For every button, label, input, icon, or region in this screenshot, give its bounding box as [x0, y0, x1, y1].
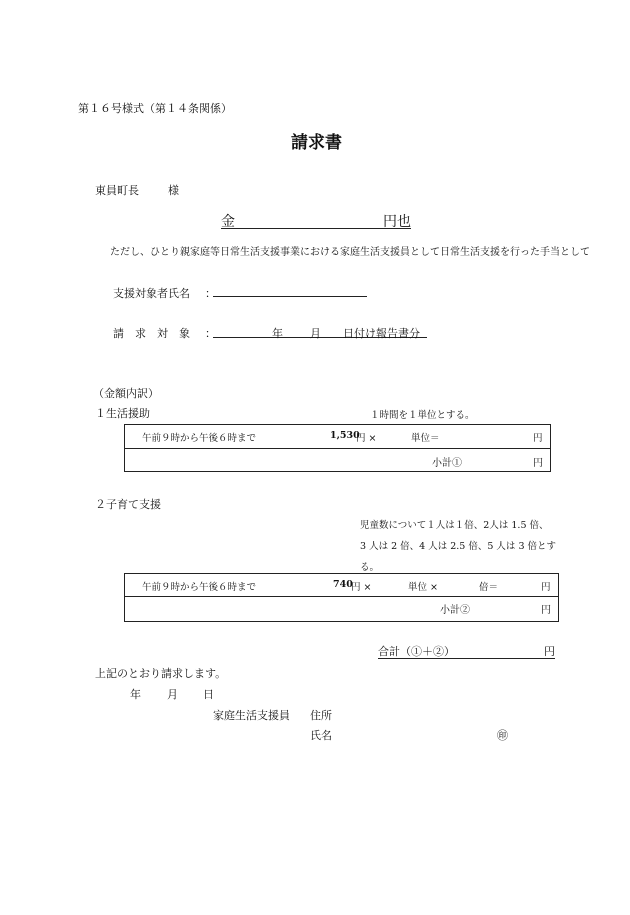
section2-divider — [124, 596, 558, 597]
date-month: 月 — [167, 688, 178, 701]
section1-divider — [124, 448, 550, 449]
billing-target-label: 請 求 対 象 — [113, 327, 190, 340]
amount-line — [221, 211, 411, 229]
signer-name-label: 氏名 — [310, 729, 332, 742]
page-title: 請求書 — [291, 133, 342, 153]
section2-title: ２子育て支援 — [95, 498, 161, 511]
subject-name-label: 支援対象者氏名 — [113, 287, 190, 300]
section1-units[interactable]: 単位＝ — [411, 433, 440, 444]
section2-subtotal-yen[interactable]: 円 — [541, 605, 551, 616]
closing-text: 上記のとおり請求します。 — [95, 667, 227, 680]
billing-suffix: 日付け報告書分 — [343, 327, 420, 340]
section2-rate: 740 — [333, 579, 353, 590]
section2-units[interactable]: 単位 × — [408, 582, 438, 593]
seal-mark: ㊞ — [497, 729, 508, 742]
section2-note-1: 児童数について１人は１倍、2人は 1.5 倍、 — [360, 520, 549, 531]
subject-name-colon: ： — [205, 287, 216, 300]
addressee-honorific: 様 — [168, 184, 179, 197]
signer-role: 家庭生活支援員 — [213, 709, 290, 722]
total-line[interactable] — [378, 643, 555, 659]
subject-name-field[interactable] — [213, 296, 367, 297]
section2-time: 午前９時から午後６時まで — [142, 582, 257, 593]
section1-yen: 円 — [533, 433, 543, 444]
section1-subtotal-label: 小計① — [432, 458, 462, 469]
section2-times[interactable]: 倍＝ — [479, 582, 499, 593]
section1-note: １時間を１単位とする。 — [370, 410, 475, 421]
section2-note-3: る。 — [360, 562, 380, 573]
section1-time: 午前９時から午後６時まで — [142, 433, 257, 444]
billing-month: 月 — [310, 327, 321, 340]
date-day: 日 — [203, 688, 214, 701]
section2-yen: 円 — [541, 582, 551, 593]
purpose-text: ただし、ひとり親家庭等日常生活支援事業における家庭生活支援員として日常生活支援を行った手当として — [110, 247, 590, 258]
date-year: 年 — [130, 688, 141, 701]
total-yen: 円 — [544, 645, 555, 658]
billing-target-colon: ： — [205, 327, 216, 340]
section2-note-2: 3 人は 2 倍、4 人は 2.5 倍、5 人は 3 倍とす — [360, 541, 557, 552]
amount-prefix: 金 — [221, 214, 235, 230]
section1-title: １生活援助 — [95, 407, 150, 420]
breakdown-heading: （金額内訳） — [93, 387, 159, 400]
billing-year: 年 — [272, 327, 283, 340]
amount-suffix: 円也 — [383, 214, 411, 230]
section1-subtotal-yen[interactable]: 円 — [533, 458, 543, 469]
section2-subtotal-label: 小計② — [440, 605, 470, 616]
section2-rate-unit: 円 × — [351, 582, 372, 593]
total-label: 合計（①＋②） — [378, 645, 455, 658]
addressee-name: 東員町長 — [95, 184, 139, 197]
form-number: 第１６号様式（第１４条関係） — [78, 102, 232, 115]
section1-rate: 1,530 — [330, 430, 360, 441]
signer-address-label: 住所 — [310, 709, 332, 722]
section1-rate-unit: 円 × — [356, 433, 377, 444]
